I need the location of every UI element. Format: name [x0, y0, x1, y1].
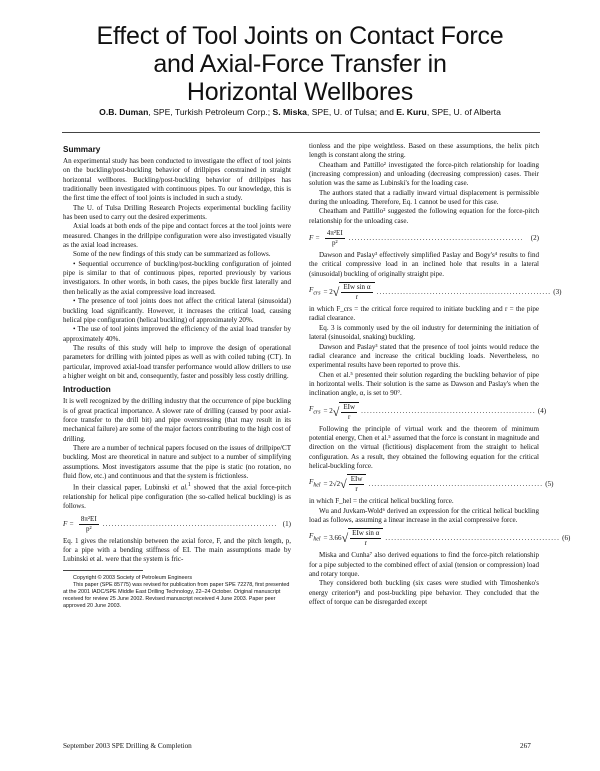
eq1-lhs: F = — [63, 519, 74, 528]
summary-paragraph: The results of this study will help to improve the design of operational parameters for drilling with jointed pipes as well as with coiled tubing (CT). In particular, improved axial-load transfer performance would allow drillers to use a higher weight on bit and, consequently, faster and possibly less costly drilling. — [63, 343, 291, 380]
author-2-name: S. Miska — [272, 107, 307, 117]
body-paragraph: in which F_crs = the critical force required to initiate buckling and r = the pipe radial clearance. — [309, 305, 539, 323]
body-paragraph: Eq. 3 is commonly used by the oil industry for determining the initiation of lateral (sinusoidal, snaking) buckling. — [309, 323, 539, 342]
author-3-affiliation: , SPE, U. of Alberta — [426, 107, 501, 117]
eq3-numerator: EIw sin α — [343, 283, 371, 292]
eq4-symbol: F — [309, 405, 314, 414]
summary-paragraph: Axial loads at both ends of the pipe and contact forces at the tool joints were measured. Changes in the drillpipe configuration were also investigated visually as the axial load increases. — [63, 222, 291, 250]
eq6-lhs — [309, 532, 320, 544]
eq6-denominator: r — [364, 539, 367, 548]
author-1-name: O.B. Duman — [99, 107, 149, 117]
eq4-coefficient: = 2 — [323, 407, 333, 416]
eq4-number: (4) — [537, 407, 547, 416]
equation-5 — [309, 474, 554, 494]
eq3-lhs — [309, 286, 320, 298]
title-line-2: and Axial-Force Transfer in — [153, 50, 447, 78]
eq2-numerator: 4π²EI — [326, 229, 343, 238]
summary-paragraph: Some of the new findings of this study can be summarized as follows. — [73, 250, 271, 259]
body-paragraph: They considered both buckling (six cases were studied with Timoshenko's energy criterion⁸) and post-buckling pipe behavior. They concluded that the effect of torque can be disregarded except — [309, 579, 539, 607]
eq6-coefficient: = 3.66 — [323, 533, 342, 542]
author-line — [30, 107, 570, 118]
footnote-divider — [63, 570, 143, 571]
page-number: 267 — [520, 742, 531, 750]
body-paragraph: tionless and the pipe weightless. Based on these assumptions, the helix pitch length is constant along the string. — [309, 142, 539, 160]
eq6-sqrt: √ $\frac{\text{EIw sin α}}{r}$ — [342, 528, 384, 548]
summary-bullet: • The use of tool joints improved the efficiency of the axial load transfer by approximately 40%. — [63, 325, 291, 343]
leader-dots: ........................................................... — [102, 519, 278, 528]
leader-dots: ........................................................... — [385, 533, 561, 542]
body-paragraph: in which F_hel = the critical helical buckling force. — [309, 497, 454, 506]
eq5-numerator: EIw — [350, 475, 363, 484]
equation-2 — [309, 229, 539, 248]
intro-paragraph — [63, 481, 291, 511]
equation-4 — [309, 402, 547, 422]
eq1-fraction — [79, 515, 99, 534]
body-paragraph: The authors stated that a radially inward virtual displacement is permissible during the unloading. Therefore, Eq. 1 cannot be used for this case. — [309, 188, 539, 207]
left-column — [63, 145, 291, 735]
eq3-denominator: r — [355, 293, 359, 302]
introduction-heading: Introduction — [63, 385, 111, 395]
eq1-denominator: p² — [85, 524, 92, 533]
copyright-note: Copyright © 2003 Society of Petroleum Engineers — [73, 574, 193, 581]
right-column — [309, 142, 571, 742]
body-paragraph: Cheatham and Pattillo² investigated the force-pitch relationship for loading (increasing compression) and unloading (decreasing compression) cases. Their solution was the same as Lubinski's for the loading case. — [309, 160, 539, 188]
leader-dots: ........................................................... — [368, 479, 544, 488]
equation-6 — [309, 528, 571, 548]
intro-paragraph: Eq. 1 gives the relationship between the axial force, F, and the pitch length, p, for a pipe with a bending stiffness of EI. The main assumptions made by Lubinski et al. were that the system is fric- — [63, 536, 291, 564]
author-1-affiliation: , SPE, Turkish Petroleum Corp.; — [148, 107, 273, 117]
eq6-numerator: EIw sin α — [352, 529, 380, 538]
eq2-lhs: F = — [309, 234, 320, 243]
eq3-subscript: crs — [313, 290, 321, 297]
author-2-affiliation: , SPE, U. of Tulsa; and — [306, 107, 397, 117]
eq2-number: (2) — [530, 234, 539, 243]
eq4-sqrt: √ $\frac{\text{EIw}}{r}$ — [333, 402, 359, 422]
body-paragraph: Chen et al.⁵ presented their solution regarding the buckling behavior of pipe in horizontal wells. Their solution is the same as Dawson and Paslay's when the inclination angle, α, is set to 90°. — [309, 370, 539, 398]
eq4-numerator: EIw — [343, 402, 356, 411]
leader-dots: ........................................................... — [376, 287, 552, 296]
eq4-lhs — [309, 405, 320, 417]
summary-heading: Summary — [63, 145, 101, 154]
eq5-number: (5) — [545, 479, 554, 488]
summary-paragraph: An experimental study has been conducted to investigate the effect of tool joints on the buckling/post-buckling behavior of drillpipes constrained in straight horizontal wellbores. Buckling/post-buckling behavior of drillpipes has traditionally been investigated with continuous pipes. To our knowledge, this is the first time the effect of tool joints is included in such a study. — [63, 157, 291, 203]
leader-dots: ........................................................... — [361, 407, 536, 416]
intro-text: In their classical paper, Lubinski — [73, 483, 173, 492]
body-paragraph: Wu and Juvkam-Wold⁶ derived an expression for the critical helical buckling load as follows, assuming a linear increase in the axial compressive force. — [309, 506, 539, 524]
leader-dots: ........................................................... — [348, 234, 524, 243]
body-paragraph: Following the principle of virtual work and the theorem of minimum potential energy, Chen et al.⁵ assumed that the force is constant in magnitude and direction on the virtual (fictitious) displacement from the straight to helical configuration. As a result, they obtained the following equation for the critical helical-buckling force. — [309, 424, 539, 470]
eq1-numerator: 8π²EI — [80, 514, 97, 523]
eq5-lhs — [309, 478, 320, 490]
paper-title — [40, 22, 560, 106]
body-paragraph: Cheatham and Pattillo² suggested the following equation for the force-pitch relationship for the unloading case. — [309, 207, 539, 225]
summary-paragraph: The U. of Tulsa Drilling Research Projects experimental buckling facility has been used to carry out the desired experiments. — [63, 203, 291, 222]
eq6-subscript: hel — [313, 536, 321, 543]
eq3-number: (3) — [553, 287, 562, 296]
eq4-denominator: r — [348, 412, 351, 421]
body-paragraph: Miska and Cunha⁷ also derived equations to find the force-pitch relationship for a pipe subjected to the combined effect of axial (tension or compression) load and rotary torque. — [309, 551, 539, 578]
title-divider — [62, 132, 540, 133]
publication-note: This paper (SPE 85775) was revised for publication from paper SPE 72278, first presented at the 2001 IADC/SPE Middle East Drilling Technology, 22–24 October. Original manuscript received for review 25 June 2002. Revised manuscript received 4 June 2003. Paper peer approved 20 June 2003. — [63, 581, 290, 609]
intro-paragraph: It is well recognized by the drilling industry that the occurrence of pipe buckling is of great practical importance. A slower rate of drilling (caused by poor axial-force transfer to the drill bit) and pipe overstressing (that may result in its mechanical failure) are some of the major factors contributing to the high cost of drilling. — [63, 397, 291, 443]
intro-text: showed that the axial force-pitch relationship for helical pipe configuration (the so-called helical buckling) is as follows. — [63, 483, 292, 511]
equation-3 — [309, 282, 562, 302]
eq6-number: (6) — [562, 533, 571, 542]
eq1-number: (1) — [282, 519, 291, 528]
summary-bullet: • The presence of tool joints does not affect the critical lateral (sinusoidal) buckling load significantly. However, it increases the critical load, causing helical pipe configuration (helical buckling) of approximately 20%. — [63, 297, 291, 324]
equation-1 — [63, 515, 291, 534]
eq5-coefficient: = 2√2 — [323, 479, 341, 488]
title-line-3: Horizontal Wellbores — [186, 78, 414, 106]
citation-1: 1 — [187, 482, 191, 489]
journal-footer: September 2003 SPE Drilling & Completion — [63, 742, 192, 750]
title-line-1: Effect of Tool Joints on Contact Force — [96, 22, 504, 50]
body-paragraph: Dawson and Paslay³ stated that the presence of tool joints would reduce the radial clearance and increase the critical buckling loads. Nevertheless, no experimental results have been reported to prove this. — [309, 342, 539, 370]
eq4-subscript: crs — [313, 409, 321, 416]
eq2-fraction — [325, 229, 345, 248]
eq5-subscript: hel — [313, 482, 321, 489]
eq2-denominator: p² — [331, 239, 338, 248]
eq3-sqrt: √ $\frac{\text{EIw sin α}}{r}$ — [333, 282, 375, 302]
intro-paragraph: There are a number of technical papers focused on the issues of drillpipe/CT buckling. Most are theoretical in nature and subject to a number of simplifying assumptions. Most investigators assume that the pipe is static (no rotation, no fluid flow, etc.) and continuous and that the system is frictionless. — [63, 443, 291, 480]
eq5-symbol: F — [309, 478, 314, 487]
eq3-coefficient: = 2 — [323, 287, 333, 296]
summary-bullet: • Sequential occurrence of buckling/post-buckling configuration of jointed pipe is similar to that of continuous pipes, reported previously by various investigators. In other words, in both cases, the pipes buckle first laterally and then helically as the axial compressive load increased. — [63, 259, 291, 296]
eq6-symbol: F — [309, 532, 314, 541]
body-paragraph: Dawson and Paslay³ effectively simplified Paslay and Bogy's⁴ results to find the critical compressive load in an inclined hole that results in a lateral (sinusoidal) buckling of originally straight pipe. — [309, 251, 539, 278]
eq5-denominator: r — [355, 485, 358, 494]
author-3-name: E. Kuru — [396, 107, 427, 117]
eq3-symbol: F — [309, 285, 314, 294]
eq5-sqrt: √ $\frac{\text{EIw}}{r}$ — [340, 474, 366, 494]
intro-text-italic: et al. — [172, 483, 188, 492]
